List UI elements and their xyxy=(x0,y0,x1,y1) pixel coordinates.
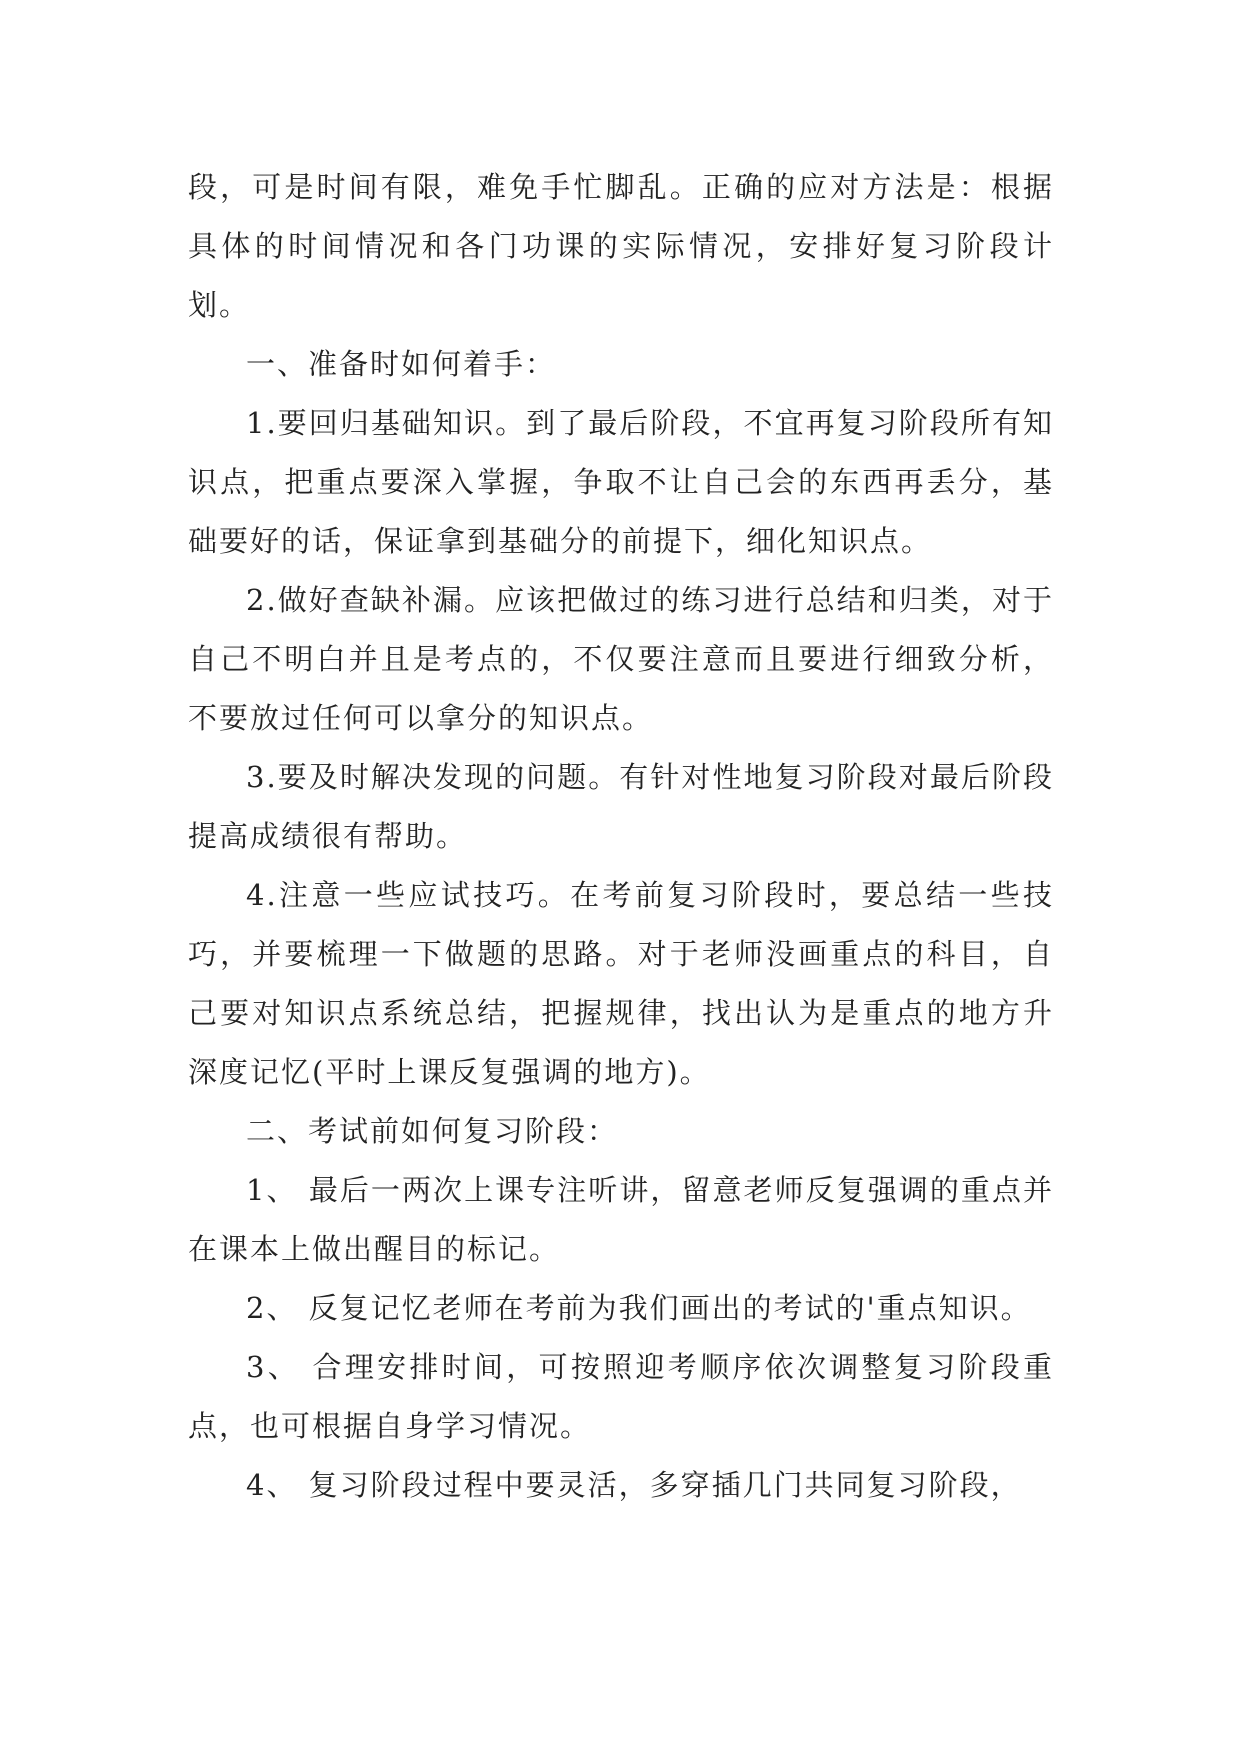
document-body xyxy=(188,158,1054,1515)
section-heading-preparation: 一、准备时如何着手： xyxy=(246,347,557,381)
paragraph-intro-continuation: 段，可是时间有限，难免手忙脚乱。正确的应对方法是：根据具体的时间情况和各门功课的实际情况，安排好复习阶段计划。 xyxy=(188,170,1054,322)
list-item-4: 4、 复习阶段过程中要灵活，多穿插几门共同复习阶段， xyxy=(246,1468,1022,1502)
list-item-2: 2、 反复记忆老师在考前为我们画出的考试的'重点知识。 xyxy=(246,1291,1032,1325)
list-item-3: 3、 合理安排时间，可按照迎考顺序依次调整复习阶段重点，也可根据自身学习情况。 xyxy=(188,1350,1054,1443)
paragraph-item-4: 4.注意一些应试技巧。在考前复习阶段时，要总结一些技巧，并要梳理一下做题的思路。对于老师没画重点的科目，自己要对知识点系统总结，把握规律，找出认为是重点的地方升深度记忆(平时上课反复强调的地方)。 xyxy=(188,878,1054,1089)
paragraph-item-2: 2.做好查缺补漏。应该把做过的练习进行总结和归类，对于自己不明白并且是考点的，不仅要注意而且要进行细致分析，不要放过任何可以拿分的知识点。 xyxy=(188,583,1054,735)
paragraph-item-1: 1.要回归基础知识。到了最后阶段，不宜再复习阶段所有知识点，把重点要深入掌握，争取不让自己会的东西再丢分，基础要好的话，保证拿到基础分的前提下，细化知识点。 xyxy=(188,406,1054,558)
list-item-1: 1、 最后一两次上课专注听讲，留意老师反复强调的重点并在课本上做出醒目的标记。 xyxy=(188,1173,1054,1266)
section-heading-before-exam: 二、考试前如何复习阶段： xyxy=(246,1114,619,1148)
paragraph-item-3: 3.要及时解决发现的问题。有针对性地复习阶段对最后阶段提高成绩很有帮助。 xyxy=(188,760,1054,853)
